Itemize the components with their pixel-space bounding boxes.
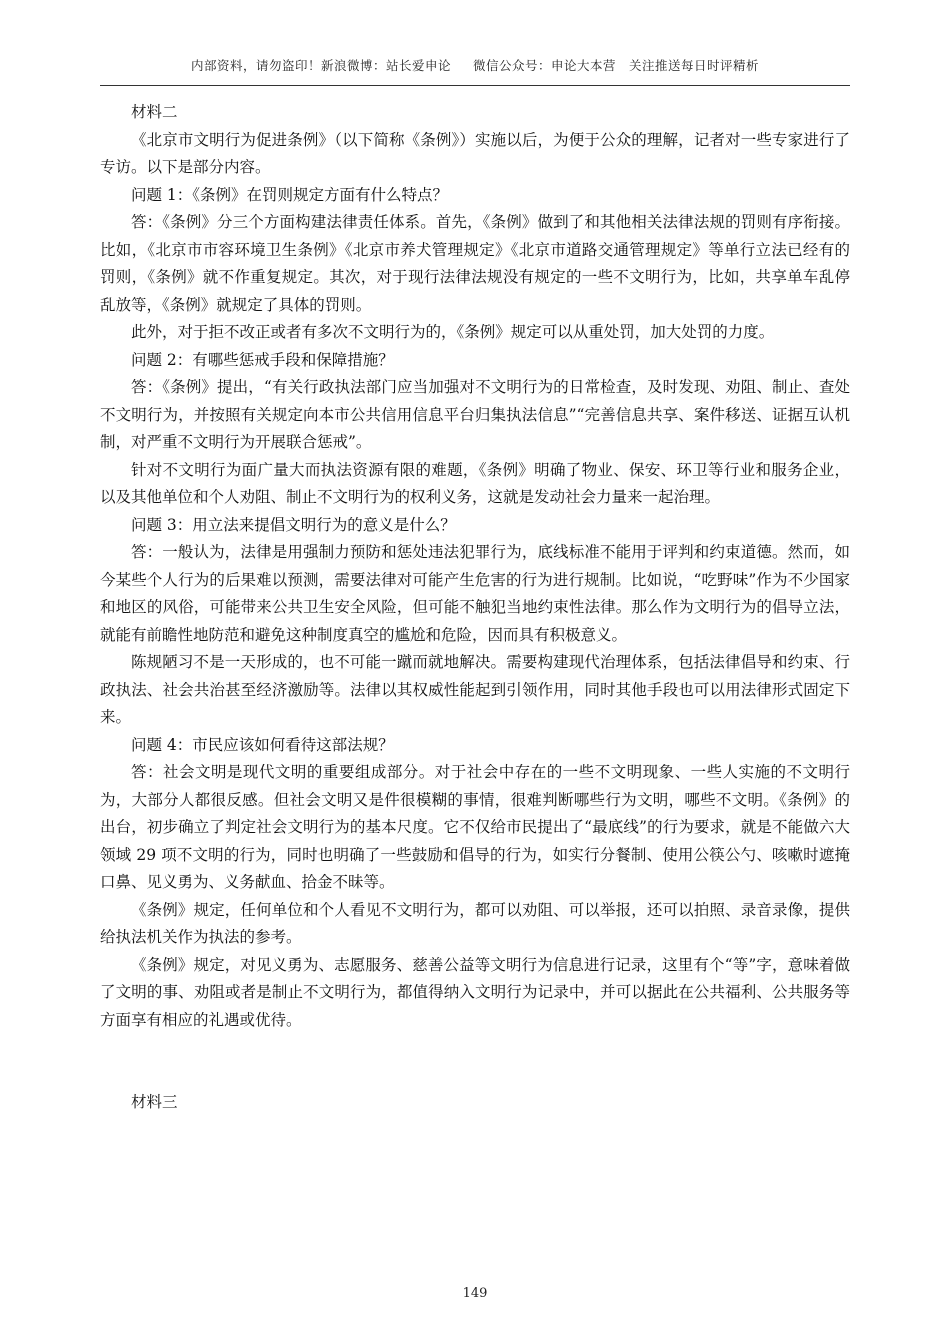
question-2: 问题 2：有哪些惩戒手段和保障措施？ (131, 350, 394, 369)
answer-4-paragraph-2: 《条例》规定，任何单位和个人看见不文明行为，都可以劝阻、可以举报，还可以拍照、录音录像，提供给执法机关作为执法的参考。 (100, 900, 850, 946)
answer-3-paragraph-1: 答：一般认为，法律是用强制力预防和惩处违法犯罪行为，底线标准不能用于评判和约束道德。然而，如今某些个人行为的后果难以预测，需要法律对可能产生危害的行为进行规制。比如说，“吃野味”作为不少国家和地区的风俗，可能带来公共卫生安全风险，但可能不触犯当地约束性法律。那么作为文明行为的倡导立法，就能有前瞻性地防范和避免这种制度真空的尴尬和危险，因而具有积极意义。 (100, 543, 850, 644)
answer-2-paragraph-2: 针对不文明行为面广量大而执法资源有限的难题，《条例》明确了物业、保安、环卫等行业和服务企业，以及其他单位和个人劝阻、制止不文明行为的权利义务，这就是发动社会力量来一起治理。 (100, 460, 850, 506)
question-3: 问题 3：用立法来提倡文明行为的意义是什么？ (131, 515, 456, 534)
intro-paragraph: 《北京市文明行为促进条例》（以下简称《条例》）实施以后，为便于公众的理解，记者对一些专家进行了专访。以下是部分内容。 (100, 130, 850, 176)
header-left-text: 内部资料，请勿盗印！新浪微博：站长爱申论 (190, 58, 451, 73)
answer-1-paragraph-2: 此外，对于拒不改正或者有多次不文明行为的，《条例》规定可以从重处罚，加大处罚的力度。 (131, 323, 775, 341)
page-header (100, 56, 850, 74)
page-number: 149 (462, 1286, 488, 1301)
answer-2-paragraph-1: 答：《条例》提出，“有关行政执法部门应当加强对不文明行为的日常检查，及时发现、劝阻、制止、查处不文明行为，并按照有关规定向本市公共信用信息平台归集执法信息”“完善信息共享、案件移送、证据互认机制，对严重不文明行为开展联合惩戒”。 (100, 378, 850, 451)
question-4: 问题 4：市民应该如何看待这部法规？ (131, 735, 394, 754)
section-spacer (100, 1034, 850, 1089)
section-title-material-2: 材料二 (131, 103, 178, 121)
answer-4-paragraph-3: 《条例》规定，对见义勇为、志愿服务、慈善公益等文明行为信息进行记录，这里有个“等”字，意味着做了文明的事、劝阻或者是制止不文明行为，都值得纳入文明行为记录中，并可以据此在公共福利、公共服务等方面享有相应的礼遇或优待。 (100, 955, 850, 1029)
answer-1-paragraph-1: 答：《条例》分三个方面构建法律责任体系。首先，《条例》做到了和其他相关法律法规的罚则有序衔接。比如，《北京市市容环境卫生条例》《北京市养犬管理规定》《北京市道路交通管理规定》等单行立法已经有的罚则，《条例》就不作重复规定。其次，对于现行法律法规没有规定的一些不文明行为，比如，共享单车乱停乱放等，《条例》就规定了具体的罚则。 (100, 213, 850, 314)
document-body (100, 99, 850, 1117)
question-1: 问题 1：《条例》在罚则规定方面有什么特点？ (131, 185, 449, 204)
header-right-text: 微信公众号：申论大本营 关注推送每日时评精析 (473, 58, 760, 73)
section-title-material-3: 材料三 (131, 1093, 178, 1111)
header-divider (100, 85, 850, 86)
answer-3-paragraph-2: 陈规陋习不是一天形成的，也不可能一蹴而就地解决。需要构建现代治理体系，包括法律倡导和约束、行政执法、社会共治甚至经济激励等。法律以其权威性能起到引领作用，同时其他手段也可以用法律形式固定下来。 (100, 653, 850, 726)
answer-4-paragraph-1: 答：社会文明是现代文明的重要组成部分。对于社会中存在的一些不文明现象、一些人实施的不文明行为，大部分人都很反感。但社会文明又是件很模糊的事情，很难判断哪些行为文明，哪些不文明。《条例》的出台，初步确立了判定社会文明行为的基本尺度。它不仅给市民提出了“最底线”的行为要求，就是不能做六大领域 29 项不文明的行为，同时也明确了一些鼓励和倡导的行为，如实行分餐制、使用公筷公勺、咳嗽时遮掩口鼻、见义勇为、义务献血、拾金不昧等。 (100, 763, 850, 891)
